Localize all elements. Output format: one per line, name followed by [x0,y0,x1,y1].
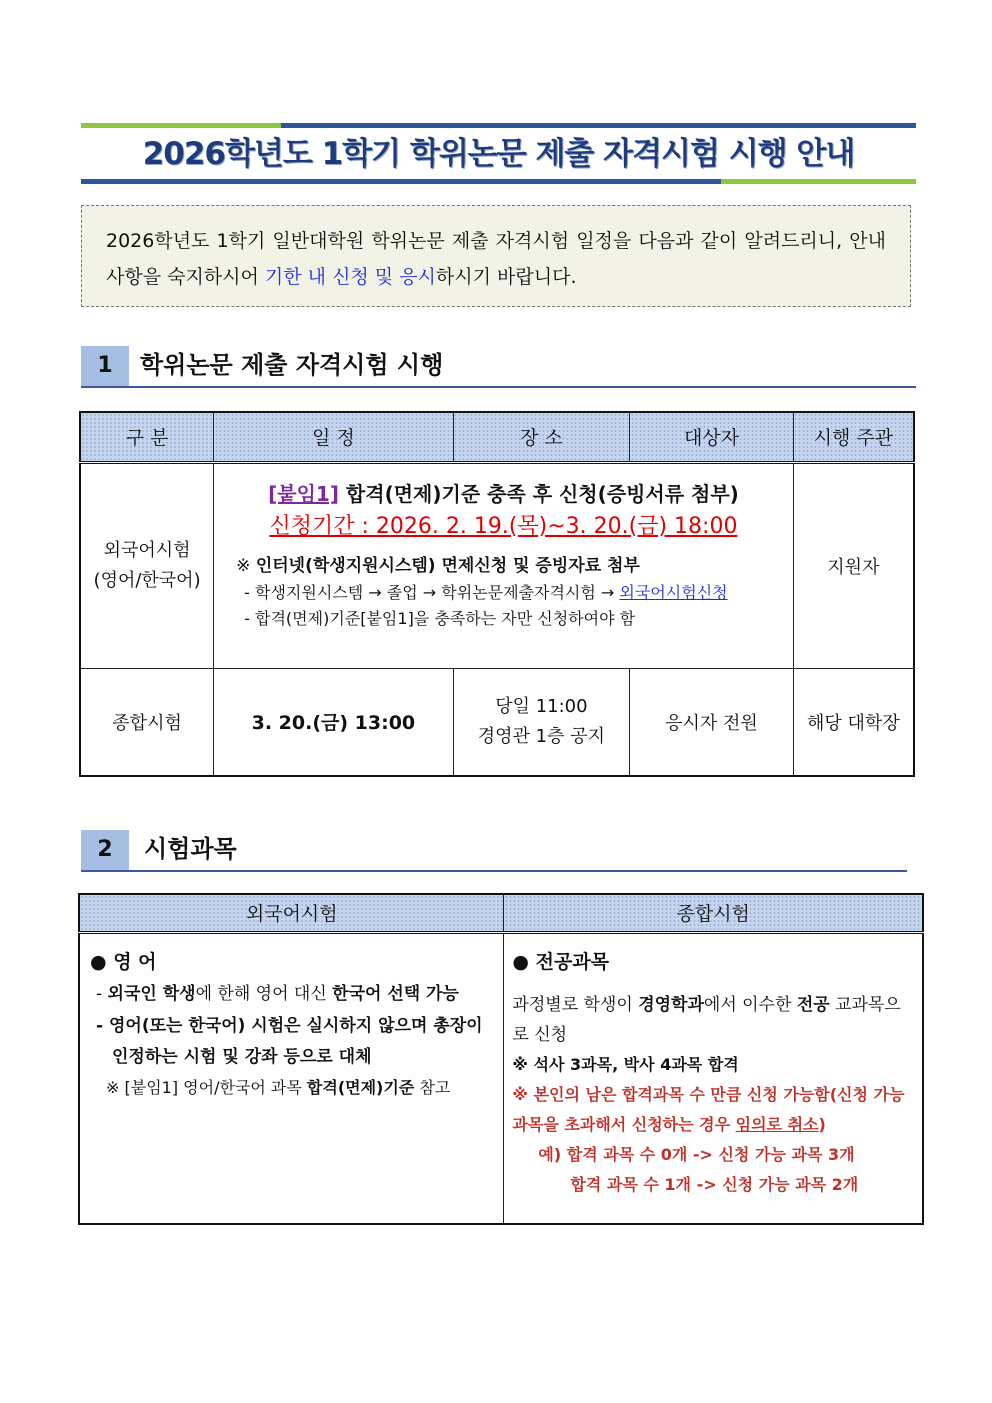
system-path [214,580,793,606]
exam-replace-line1: - 영어(또는 한국어) 시험은 실시하지 않으며 총장이 [96,1015,483,1036]
header-schedule: 일 정 [214,412,453,462]
major-desc-c: 에서 이수한 [703,994,797,1015]
section2-title: 시험과목 [144,835,237,863]
apply-limit-note [512,1080,914,1140]
dept-name: 경영학과 [638,994,704,1015]
cell-comprehensive-date: 3. 20.(금) 13:00 [214,668,453,776]
header-category: 구 분 [80,412,214,462]
korean-option [90,978,503,1010]
cell-comprehensive-target: 응시자 전원 [630,668,794,776]
foreign-exam-apply-link[interactable]: 외국어시험신청 [619,582,728,602]
cell-comprehensive-place [453,668,630,776]
english-heading: ● 영 어 [90,950,157,973]
foreign-exam-sub: (영어/한국어) [93,569,201,591]
cell-foreign-subjects [79,932,504,1224]
major-desc-a: 과정별로 학생이 [512,994,639,1015]
notice-text-end: 하시기 바랍니다. [435,266,577,288]
system-path-text: - 학생지원시스템 → 졸업 → 학위논문제출자격시험 → [244,582,620,602]
header-foreign: 외국어시험 [79,894,504,932]
major-apply-desc [512,990,914,1050]
foreign-student: 외국인 학생 [107,983,196,1004]
foreign-apply-rule [214,478,793,510]
cell-comprehensive-organizer: 해당 대학장 [793,668,914,776]
schedule-table [79,411,915,777]
exemption-note [214,552,793,580]
apply-condition: - 합격(면제)기준[붙임1]을 충족하는 자만 신청하여야 함 [244,608,636,628]
apply-limit-close: ) [818,1114,826,1134]
section1-underline [81,386,916,388]
apply-limit-text: ※ 본인의 남은 합격과목 수 만큼 신청 가능함(신청 가능 과목을 초과해서 신청하는 경우 [512,1084,905,1134]
example-line1: 예) 합격 과목 수 0개 -> 신청 가능 과목 3개 [538,1144,855,1164]
place-time: 당일 11:00 [495,695,588,717]
major-bold: 전공 [796,994,830,1015]
attach-ref-post: 참고 [414,1077,451,1097]
note-mark: ※ [236,555,256,576]
attach-ref-bold: 합격(면제)기준 [306,1077,415,1097]
title-bottom-bar [81,179,916,184]
header-target: 대상자 [630,412,794,462]
major-heading: ● 전공과목 [512,950,610,973]
title-top-bar [81,123,916,128]
apply-period: 신청기간 : 2026. 2. 19.(목)~3. 20.(금) 18:00 [269,513,738,539]
attach1-link[interactable]: [붙임1] [268,481,339,506]
foreign-exam-label: 외국어시험 [103,539,191,561]
cell-foreign-schedule [214,462,794,668]
page-title: 2026학년도 1학기 학위논문 제출 자격시험 시행 안내 [142,136,855,172]
notice-highlight: 기한 내 신청 및 응시 [264,266,436,288]
place-location: 경영관 1층 공지 [477,725,606,747]
cell-comprehensive-exam: 종합시험 [80,668,214,776]
cell-foreign-exam [80,462,214,668]
exam-replace-line2: 인정하는 시험 및 강좌 등으로 대체 [112,1046,372,1067]
exemption-note-text: 인터넷(학생지원시스템) 면제신청 및 증빙자료 첨부 [255,555,640,576]
korean-option-mid: 에 한해 영어 대신 [195,983,333,1004]
attach-ref-pre: ※ [붙임1] 영어/한국어 과목 [106,1077,307,1097]
cell-comprehensive-subjects [504,932,923,1224]
header-place: 장 소 [453,412,630,462]
pass-requirement: ※ 석사 3과목, 박사 4과목 합격 [512,1054,739,1074]
korean-option-bold: 한국어 선택 가능 [332,983,459,1004]
header-comprehensive: 종합시험 [504,894,923,932]
section2-underline [81,870,907,872]
example-line2: 합격 과목 수 1개 -> 신청 가능 과목 2개 [570,1174,859,1194]
major-desc-e: 교과목으로 신청 [512,994,901,1045]
attach-reference [90,1072,503,1104]
notice-text: 2026학년도 1학기 일반대학원 학위논문 제출 자격시험 일정을 다음과 같이 알려드리니, 안내 사항을 숙지하시어 [106,230,886,288]
header-organizer: 시행 주관 [793,412,914,462]
apply-rule-text: 합격(면제)기준 충족 후 신청(증빙서류 첨부) [338,481,739,506]
section1-title: 학위논문 제출 자격시험 시행 [140,351,444,379]
section2-number: 2 [81,830,129,870]
notice-box [81,205,911,307]
subjects-table [78,893,924,1225]
section1-number: 1 [81,346,129,386]
dash: - [96,983,108,1004]
cancel-note: 임의로 취소 [735,1114,819,1134]
cell-foreign-target: 지원자 [793,462,914,668]
